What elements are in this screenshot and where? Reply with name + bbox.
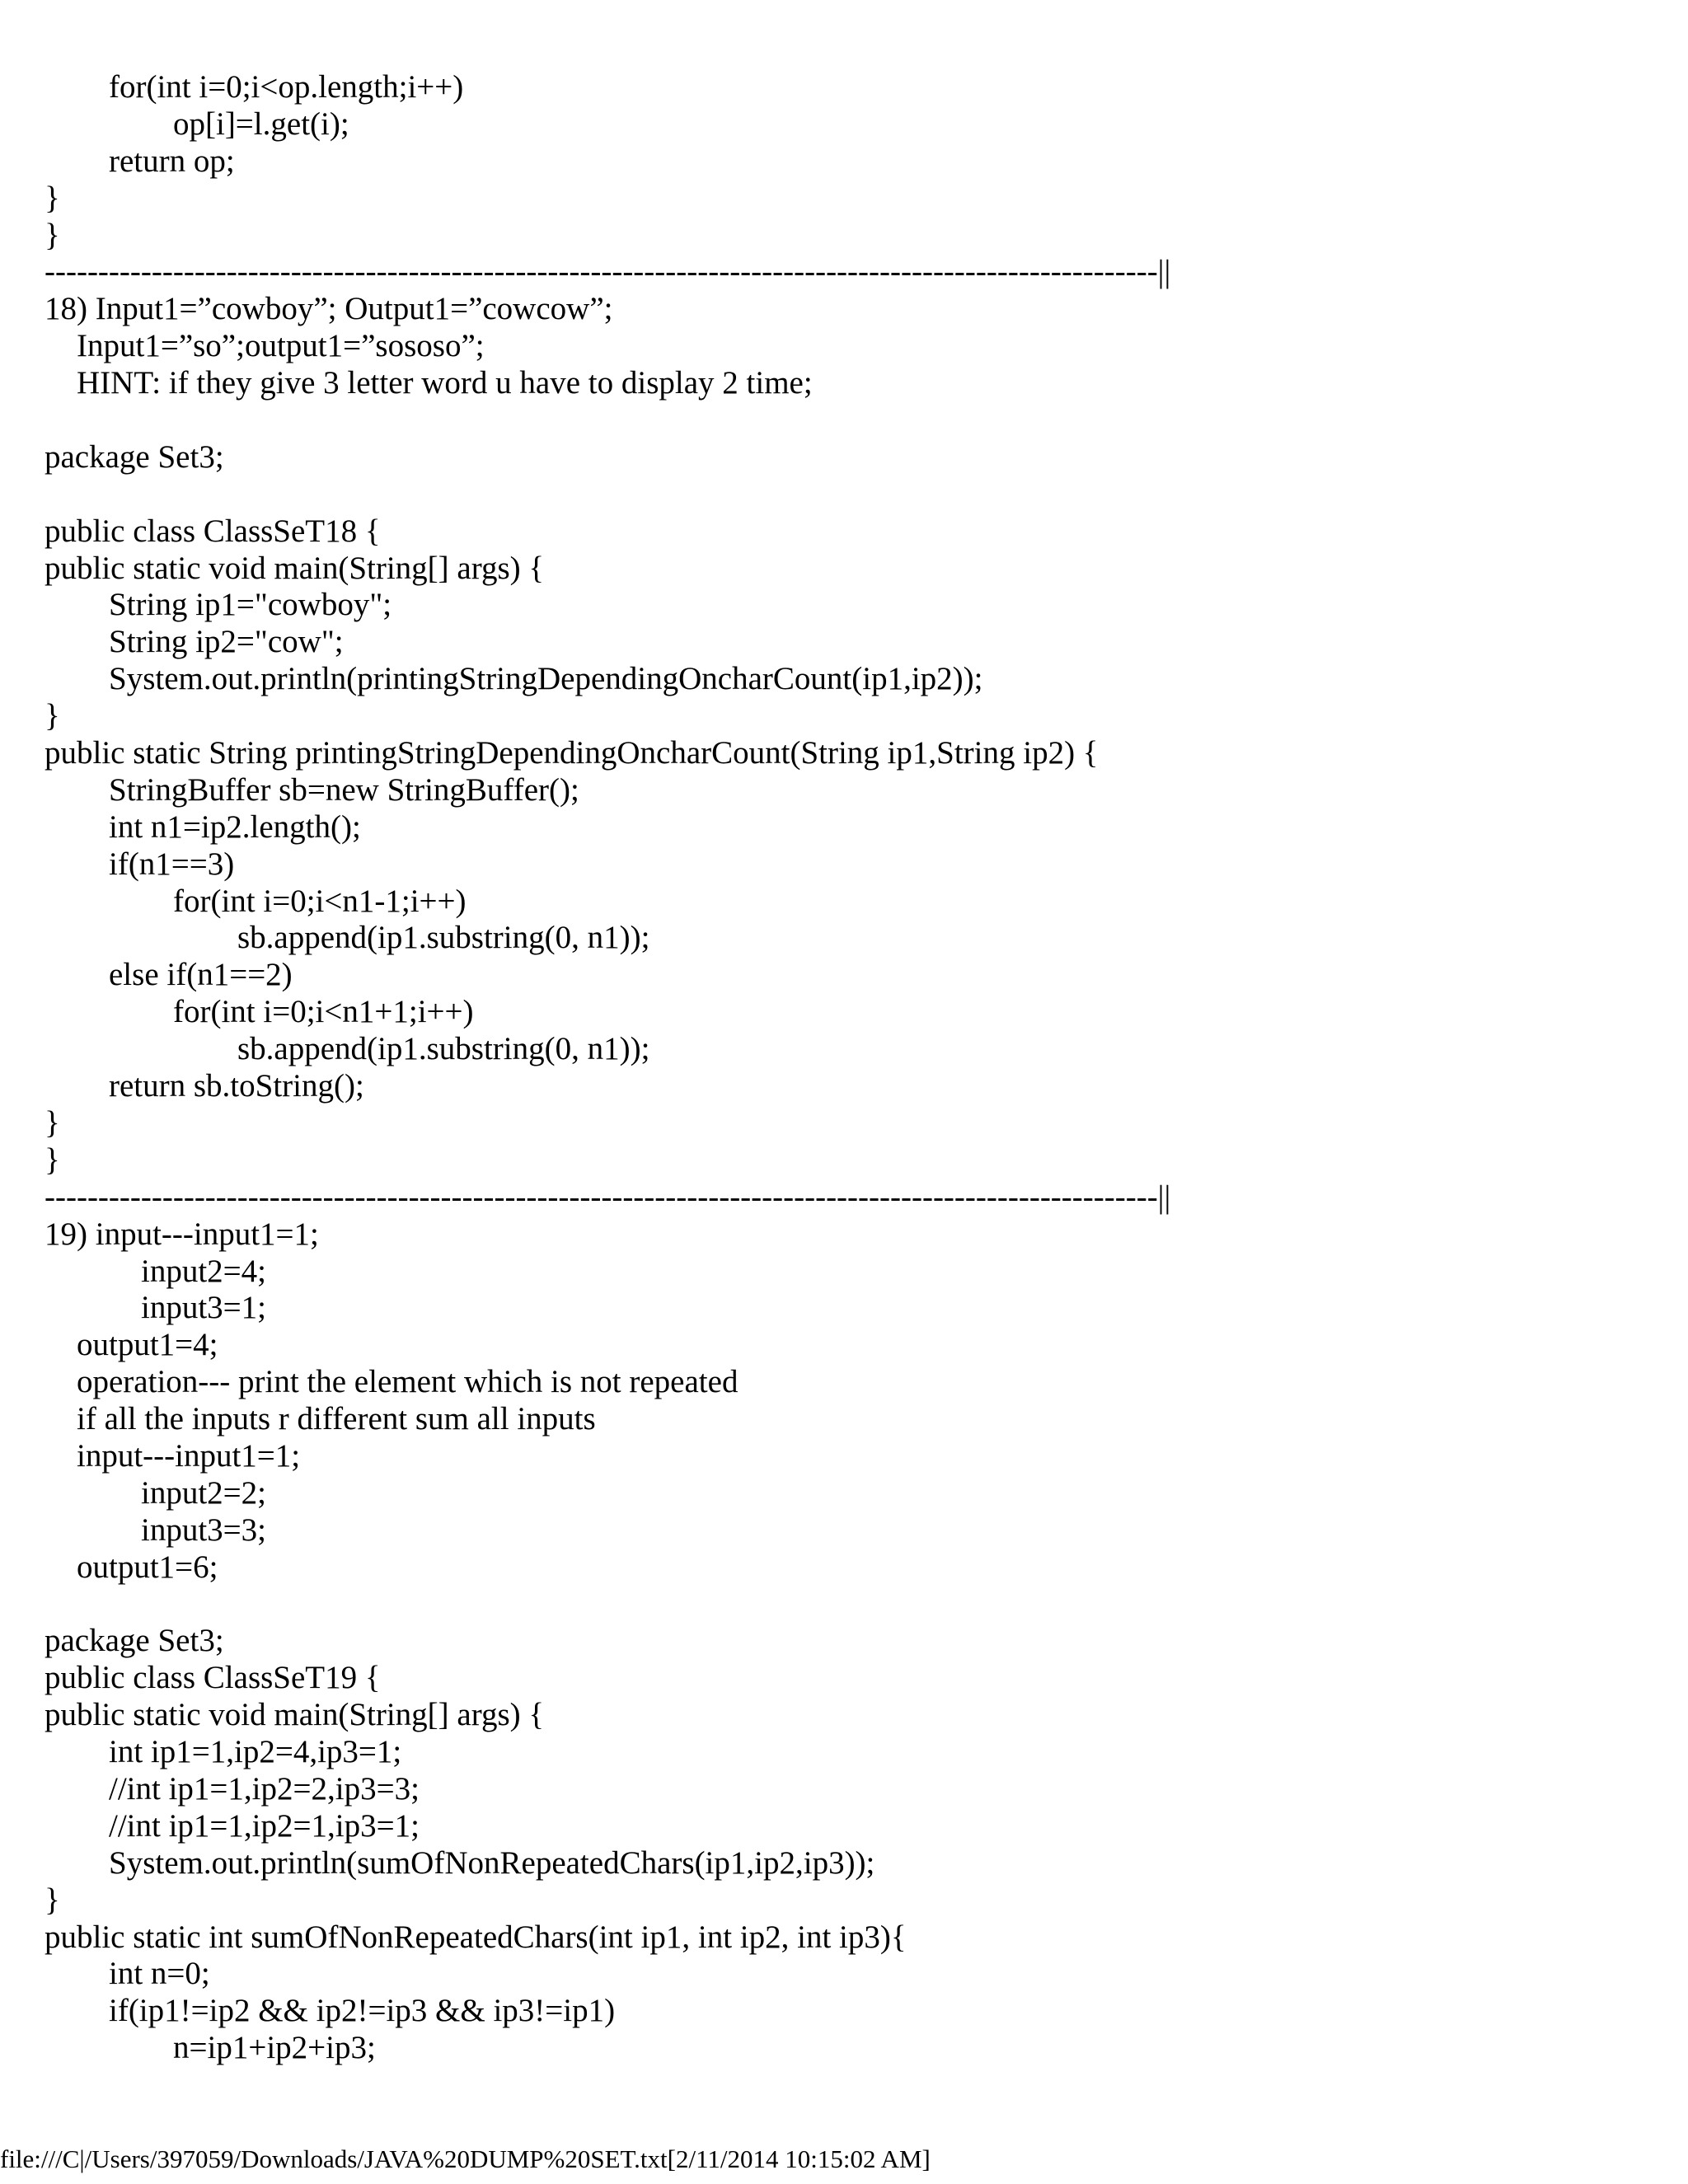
text-line: input3=3;	[45, 1511, 267, 1548]
text-line: if all the inputs r different sum all inputs	[45, 1401, 596, 1437]
text-line: String ip2="cow";	[45, 624, 344, 660]
text-line: 19) input---input1=1;	[45, 1216, 319, 1252]
text-line: }	[45, 217, 60, 253]
text-line: for(int i=0;i<n1-1;i++)	[45, 883, 467, 919]
text-line: String ip1="cowboy";	[45, 587, 392, 623]
text-line: sb.append(ip1.substring(0, n1));	[45, 920, 650, 956]
text-line: if(n1==3)	[45, 846, 235, 882]
text-line: }	[45, 698, 60, 734]
text-line: --------------------------------------------------------------------------------------------------------||	[45, 1179, 1171, 1215]
text-line: return sb.toString();	[45, 1068, 364, 1104]
text-line: return op;	[45, 143, 235, 179]
text-line: --------------------------------------------------------------------------------------------------------||	[45, 254, 1171, 290]
text-line: //int ip1=1,ip2=2,ip3=3;	[45, 1770, 420, 1807]
text-line: if(ip1!=ip2 && ip2!=ip3 && ip3!=ip1)	[45, 1993, 616, 2029]
text-line: input3=1;	[45, 1290, 267, 1326]
text-line: public class ClassSeT19 {	[45, 1660, 381, 1696]
page-footer-url: file:///C|/Users/397059/Downloads/JAVA%20DUMP%20SET.txt[2/11/2014 10:15:02 AM]	[0, 2144, 931, 2173]
text-line: operation--- print the element which is not repeated	[45, 1364, 738, 1400]
text-line: public static void main(String[] args) {	[45, 550, 545, 586]
text-line: input2=4;	[45, 1253, 267, 1289]
text-line: StringBuffer sb=new StringBuffer();	[45, 771, 579, 808]
text-line: 18) Input1=”cowboy”; Output1=”cowcow”;	[45, 291, 613, 327]
text-line: input2=2;	[45, 1474, 267, 1511]
text-line	[45, 402, 1660, 439]
text-line: output1=6;	[45, 1549, 218, 1585]
text-line: public class ClassSeT18 {	[45, 513, 381, 549]
text-line: public static void main(String[] args) {	[45, 1697, 545, 1733]
text-line: op[i]=l.get(i);	[45, 105, 349, 142]
text-line: public static int sumOfNonRepeatedChars(int ip1, int ip2, int ip3){	[45, 1919, 907, 1955]
text-line: for(int i=0;i<n1+1;i++)	[45, 994, 474, 1030]
text-line: int ip1=1,ip2=4,ip3=1;	[45, 1734, 402, 1770]
text-line: else if(n1==2)	[45, 957, 293, 993]
text-line: package Set3;	[45, 438, 224, 475]
text-line: System.out.println(sumOfNonRepeatedChars(ip1,ip2,ip3));	[45, 1844, 875, 1881]
text-line: package Set3;	[45, 1623, 224, 1659]
text-line: Input1=”so”;output1=”sososo”;	[45, 328, 485, 364]
text-line: //int ip1=1,ip2=1,ip3=1;	[45, 1807, 420, 1844]
text-line: input---input1=1;	[45, 1437, 301, 1474]
text-line	[45, 476, 1660, 513]
text-line: sb.append(ip1.substring(0, n1));	[45, 1031, 650, 1067]
document-body	[45, 69, 1660, 2067]
text-line: System.out.println(printingStringDependingOncharCount(ip1,ip2));	[45, 661, 983, 697]
text-line: for(int i=0;i<op.length;i++)	[45, 69, 464, 105]
text-line: int n1=ip2.length();	[45, 808, 361, 845]
text-line: public static String printingStringDependingOncharCount(String ip1,String ip2) {	[45, 735, 1099, 771]
text-line: }	[45, 180, 60, 216]
text-line: HINT: if they give 3 letter word u have to display 2 time;	[45, 365, 813, 401]
text-line	[45, 1586, 1660, 1624]
text-line: int n=0;	[45, 1956, 210, 1992]
text-line: }	[45, 1141, 60, 1178]
text-line: output1=4;	[45, 1327, 218, 1363]
text-line: }	[45, 1104, 60, 1141]
text-line: n=ip1+ip2+ip3;	[45, 2030, 376, 2066]
text-line: }	[45, 1882, 60, 1918]
